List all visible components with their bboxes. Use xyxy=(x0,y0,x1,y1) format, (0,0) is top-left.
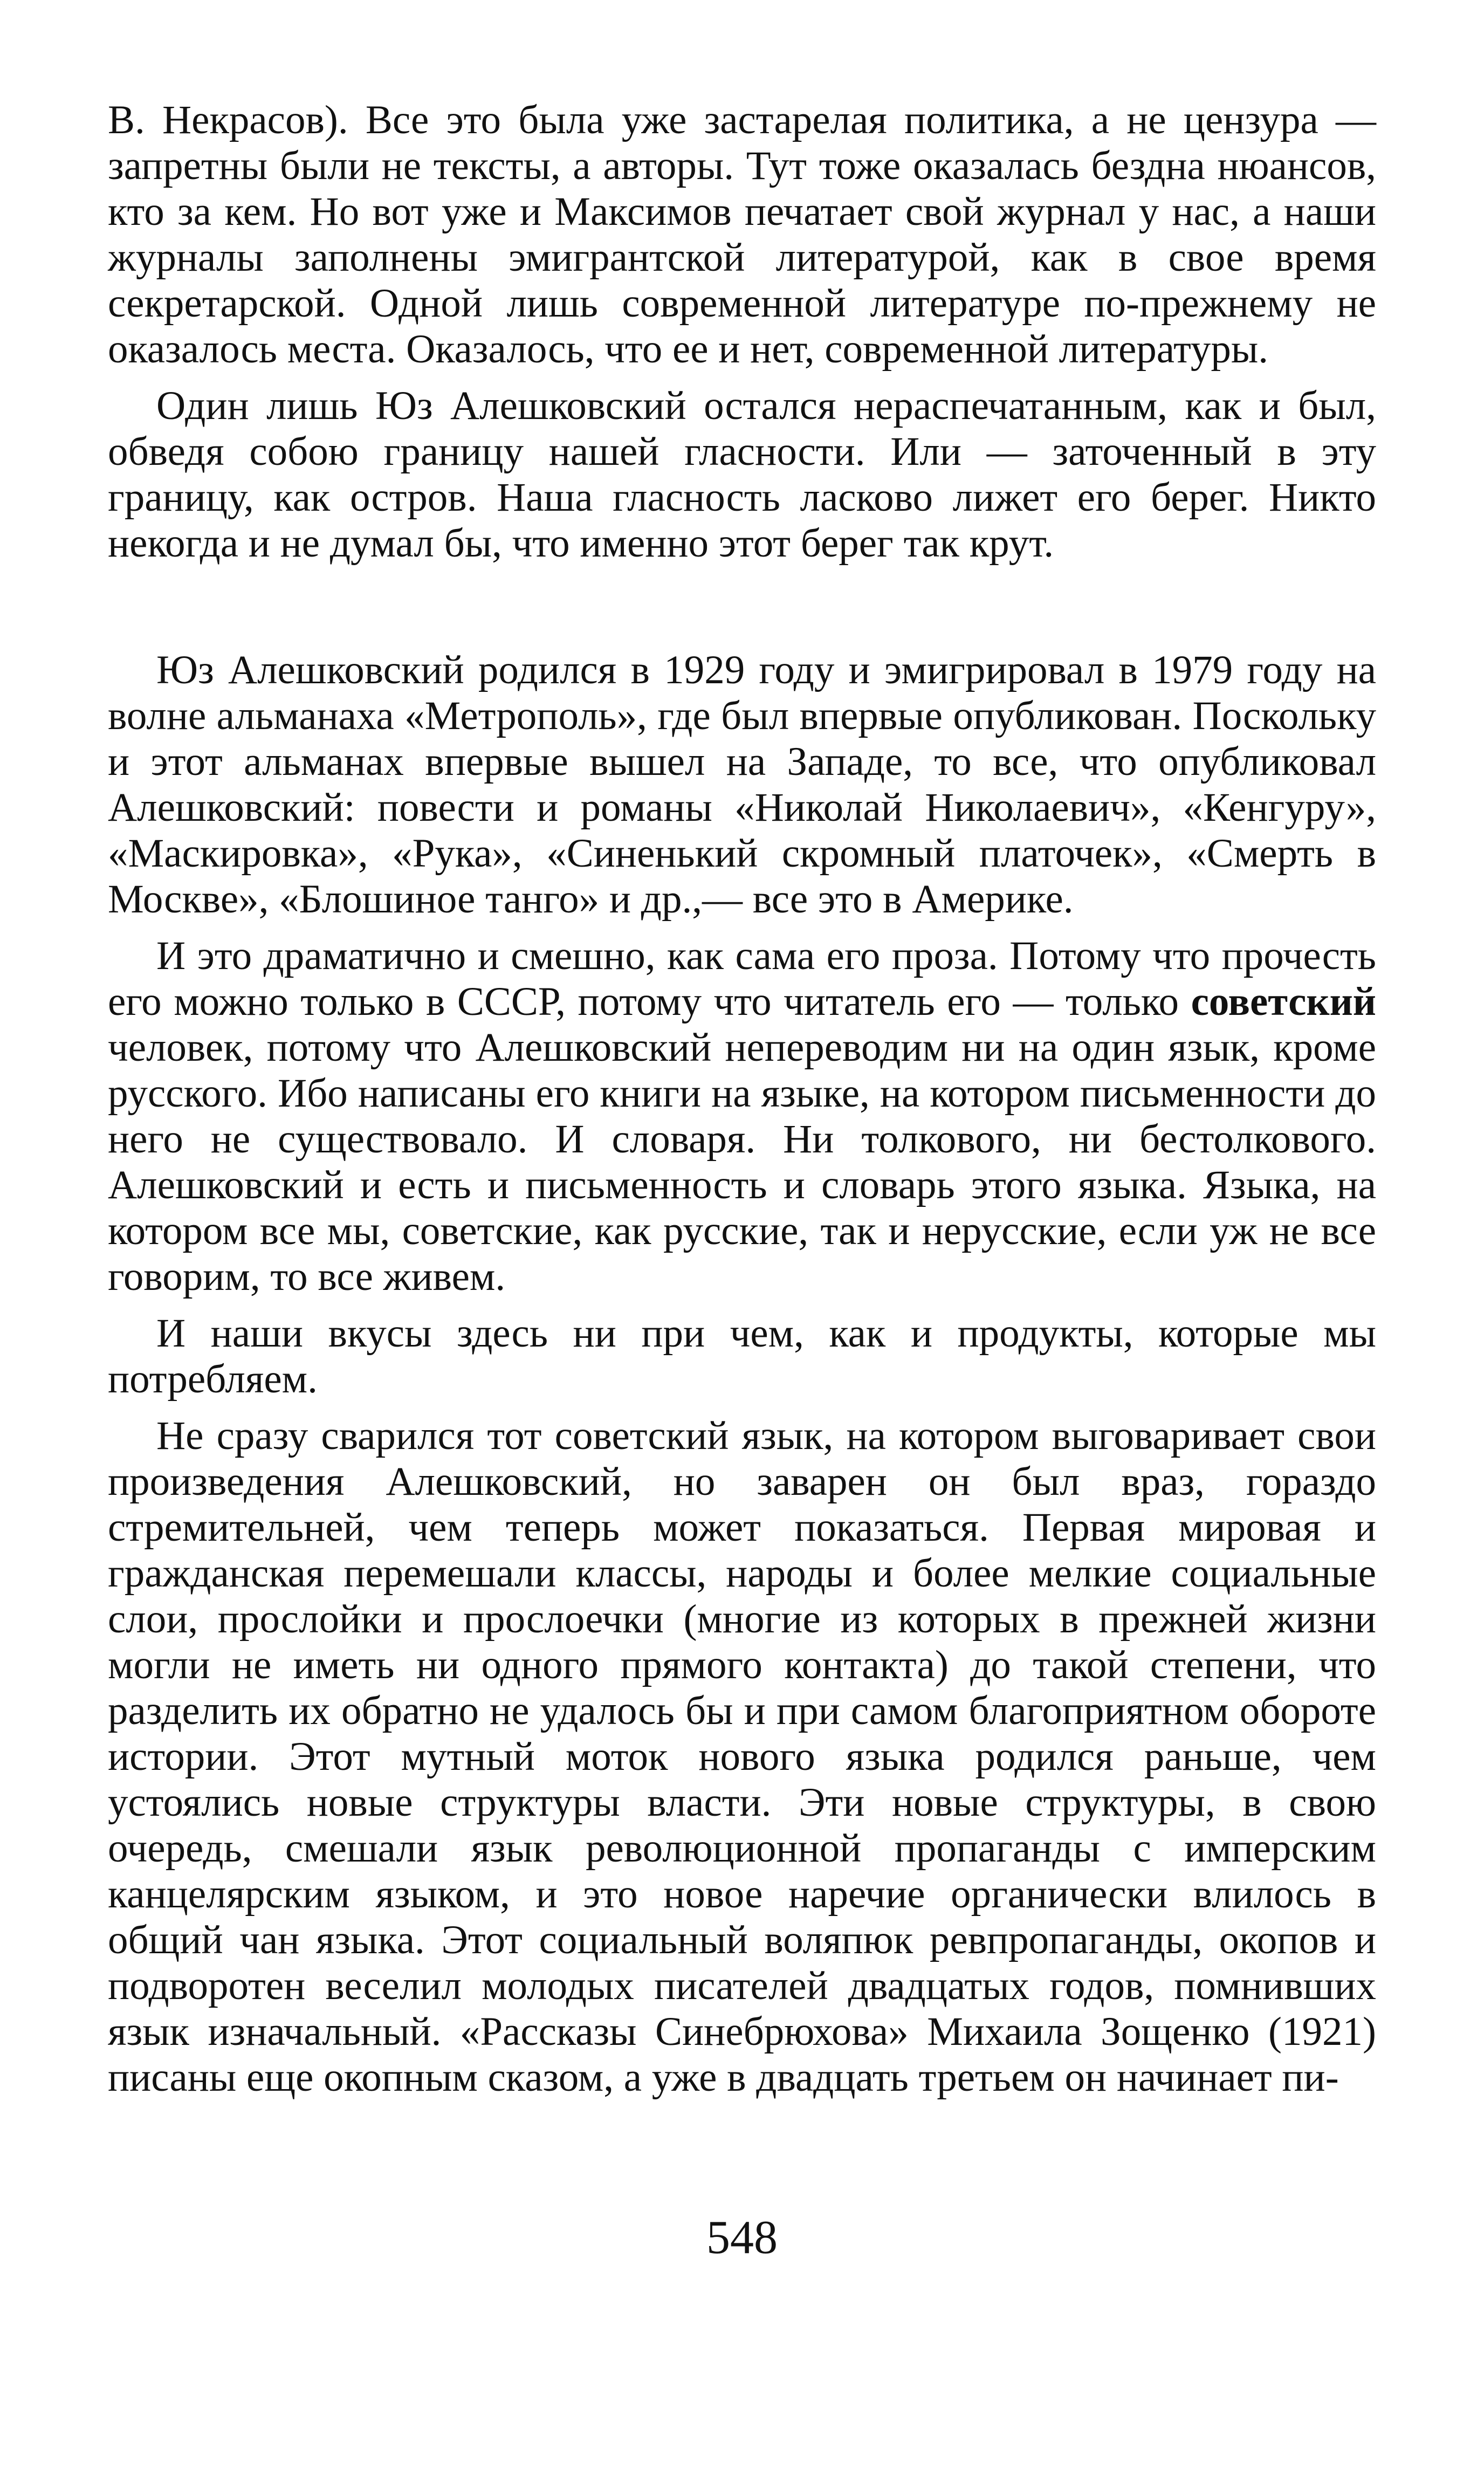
paragraph-4-bold-word: советский xyxy=(1191,979,1376,1024)
paragraph-gap xyxy=(108,1402,1376,1413)
paragraph-2: Один лишь Юз Алешковский остался нераспечатанным, как и был, обведя собою границу нашей гласности. Или — заточенный в эту границу, как остров. Наша гласность ласково лижет его берег. Никто некогда и не думал бы, что именно этот берег так крут. xyxy=(108,383,1376,566)
paragraph-4 xyxy=(108,933,1376,1300)
page-body xyxy=(108,97,1376,2100)
paragraph-6: Не сразу сварился тот советский язык, на котором выговаривает свои произведения Алешковский, но заварен он был враз, гораздо стремительней, чем теперь может показаться. Первая мировая и гражданская перемешали классы, народы и более мелкие социальные слои, прослойки и прослоечки (многие из которых в прежней жизни могли не иметь ни одного прямого контакта) до такой степени, что разделить их обратно не удалось бы и при самом благоприятном обороте истории. Этот мутный моток нового языка родился раньше, чем устоялись новые структуры власти. Эти новые структуры, в свою очередь, смешали язык революционной пропаганды с имперским канцелярским языком, и это новое наречие органически влилось в общий чан языка. Этот социальный воляпюк ревпропаганды, окопов и подворотен веселил молодых писателей двадцатых годов, помнивших язык изначальный. «Рассказы Синебрюхова» Михаила Зощенко (1921) писаны еще окопным сказом, а уже в двадцать третьем он начинает пи- xyxy=(108,1413,1376,2100)
paragraph-4-text-before: И это драматично и смешно, как сама его проза. Потому что прочесть его можно только в СССР, потому что читатель его — только xyxy=(108,933,1376,1024)
paragraph-3: Юз Алешковский родился в 1929 году и эмигрировал в 1979 году на волне альманаха «Метрополь», где был впервые опубликован. Поскольку и этот альманах впервые вышел на Западе, то все, что опубликовал Алешковский: повести и романы «Николай Николаевич», «Кенгуру», «Маскировка», «Рука», «Синенький скромный платочек», «Смерть в Москве», «Блошиное танго» и др.,— все это в Америке. xyxy=(108,648,1376,922)
paragraph-5: И наши вкусы здесь ни при чем, как и продукты, которые мы потребляем. xyxy=(108,1311,1376,1402)
paragraph-gap xyxy=(108,922,1376,933)
paragraph-gap xyxy=(108,1300,1376,1310)
section-break xyxy=(108,566,1376,647)
paragraph-1: В. Некрасов). Все это была уже застарелая политика, а не цензура — запретны были не тексты, а авторы. Тут тоже оказалась бездна нюансов, кто за кем. Но вот уже и Максимов печатает свой журнал у нас, а наши журналы заполнены эмигрантской литературой, как в свое время секретарской. Одной лишь современной литературе по-прежнему не оказалось места. Оказалось, что ее и нет, современной литературы. xyxy=(108,98,1376,372)
paragraph-gap xyxy=(108,372,1376,383)
paragraph-4-text-after: человек, потому что Алешковский непереводим ни на один язык, кроме русского. Ибо написаны его книги на языке, на котором письменности до него не существовало. И словаря. Ни толкового, ни бестолкового. Алешковский и есть и письменность и словарь этого языка. Языка, на котором все мы, советские, как русские, так и нерусские, если уж не все говорим, то все живем. xyxy=(108,1025,1376,1299)
page-number: 548 xyxy=(706,2212,778,2264)
